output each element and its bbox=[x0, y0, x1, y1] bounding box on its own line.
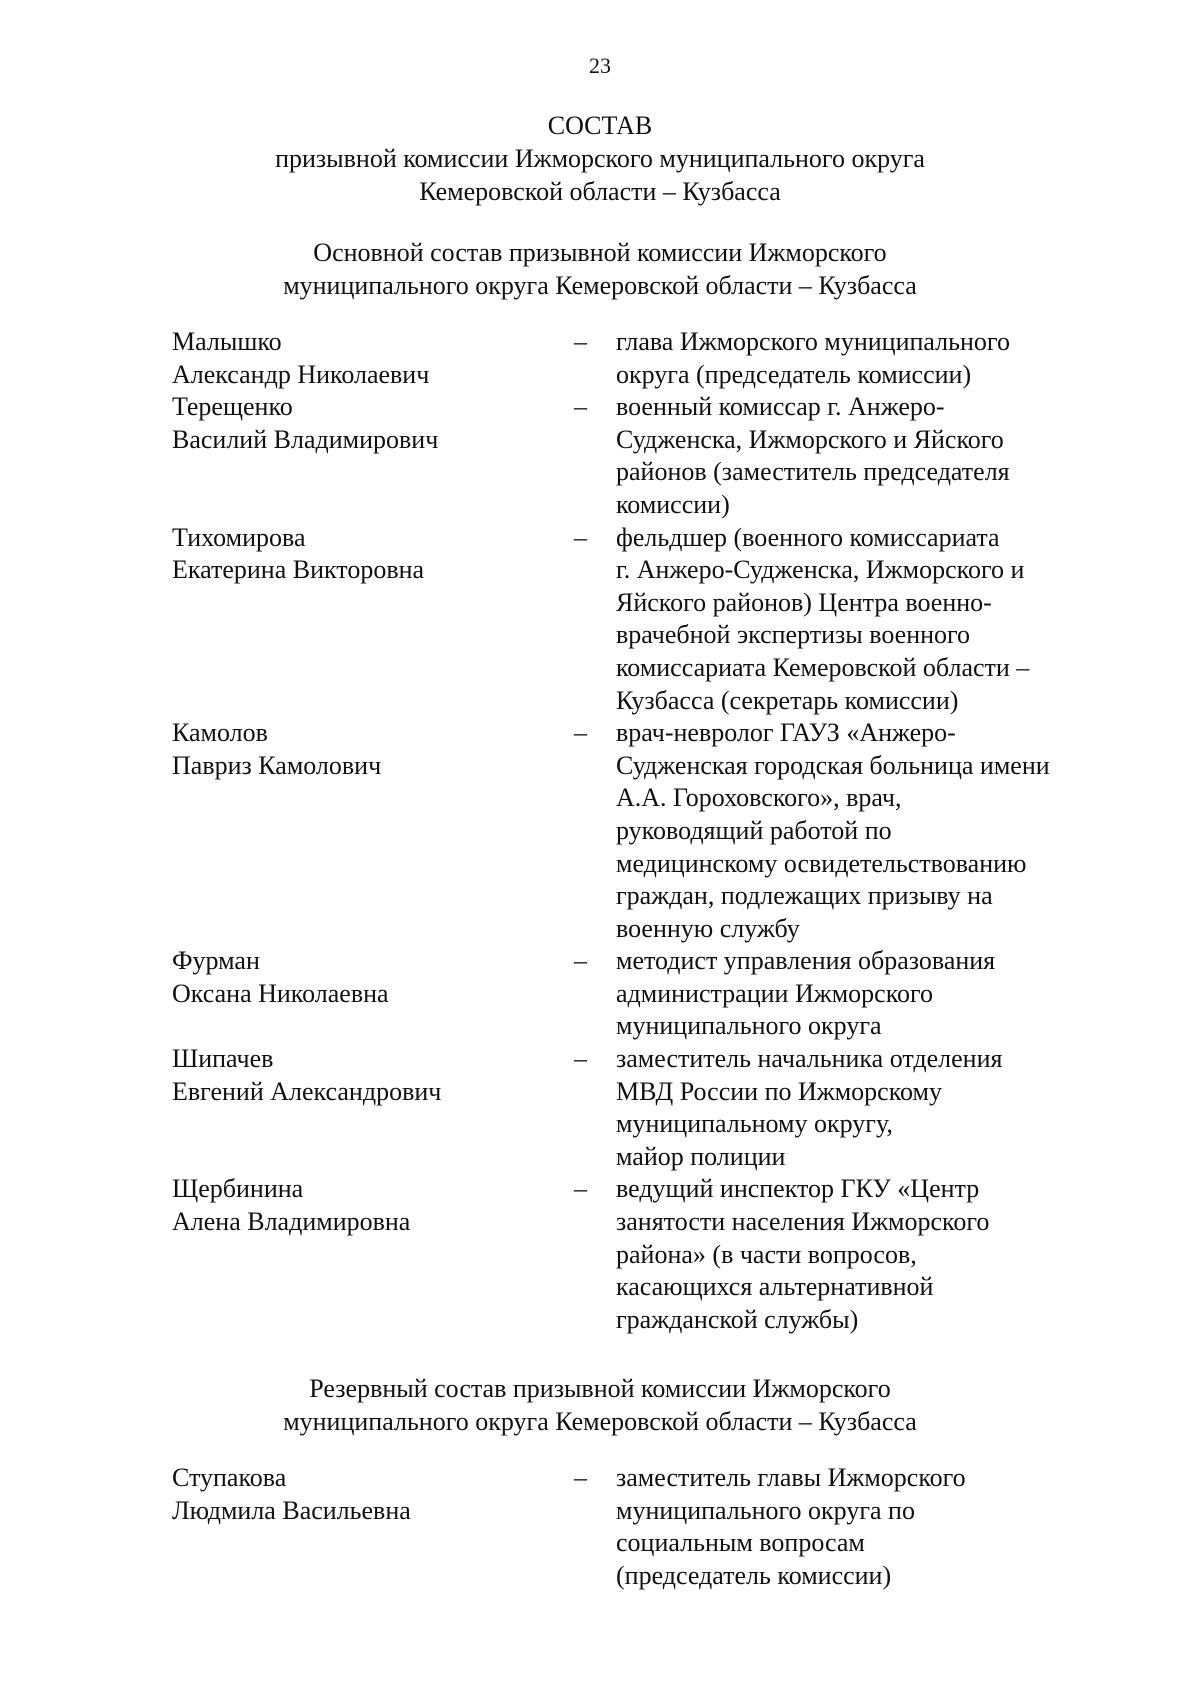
member-role-line: округа (председатель комиссии) bbox=[616, 359, 972, 389]
reserve-section-heading bbox=[0, 1372, 1200, 1438]
member-surname: Камолов bbox=[172, 718, 268, 748]
member-role-line: руководящий работой по bbox=[616, 815, 892, 845]
member-role-line: военную службу bbox=[616, 913, 800, 943]
document-title bbox=[0, 109, 1200, 208]
member-surname: Терещенко bbox=[172, 392, 293, 422]
member-surname: Щербинина bbox=[172, 1174, 304, 1204]
member-dash: – bbox=[574, 718, 587, 748]
member-given-names: Людмила Васильевна bbox=[172, 1495, 411, 1525]
member-role-line: гражданской службы) bbox=[616, 1304, 859, 1334]
main-section-heading bbox=[0, 236, 1200, 302]
member-role-line: администрации Ижморского bbox=[616, 978, 934, 1008]
member-role-line: Судженска, Ижморского и Яйского bbox=[616, 424, 1004, 454]
member-dash: – bbox=[574, 522, 587, 552]
title-line-1: СОСТАВ bbox=[547, 111, 653, 140]
member-role bbox=[616, 717, 1122, 945]
member-row bbox=[172, 945, 1122, 1043]
member-role bbox=[616, 326, 1122, 391]
member-role-line: района» (в части вопросов, bbox=[616, 1239, 917, 1269]
title-line-2: призывной комиссии Ижморского муниципального округа bbox=[275, 144, 925, 173]
member-name bbox=[172, 1173, 574, 1238]
member-role-line: муниципального округа bbox=[616, 1011, 882, 1041]
member-role-line: (председатель комиссии) bbox=[616, 1560, 892, 1590]
member-role-line: Кузбасса (секретарь комиссии) bbox=[616, 685, 959, 715]
member-row bbox=[172, 1173, 1122, 1336]
member-name bbox=[172, 391, 574, 456]
member-role bbox=[616, 1462, 1122, 1592]
member-role-line: заместитель главы Ижморского bbox=[616, 1463, 966, 1492]
member-role bbox=[616, 945, 1122, 1043]
page-number: 23 bbox=[589, 53, 611, 78]
member-surname: Тихомирова bbox=[172, 522, 306, 552]
member-role-line: майор полиции bbox=[616, 1141, 786, 1171]
member-row bbox=[172, 717, 1122, 945]
member-row bbox=[172, 326, 1122, 391]
member-role-line: ведущий инспектор ГКУ «Центр bbox=[616, 1174, 980, 1204]
member-given-names: Оксана Николаевна bbox=[172, 978, 389, 1008]
member-name bbox=[172, 326, 574, 391]
reserve-heading-line-2: муниципального округа Кемеровской области – Кузбасса bbox=[283, 1407, 917, 1436]
member-role-line: муниципальному округу, bbox=[616, 1109, 893, 1139]
member-name bbox=[172, 945, 574, 1010]
member-role-line: МВД России по Ижморскому bbox=[616, 1076, 942, 1106]
member-role bbox=[616, 1173, 1122, 1336]
member-role-line: социальным вопросам bbox=[616, 1528, 865, 1558]
member-given-names: Алена Владимировна bbox=[172, 1207, 411, 1237]
member-role-line: граждан, подлежащих призыву на bbox=[616, 881, 993, 911]
member-row bbox=[172, 391, 1122, 521]
member-dash: – bbox=[574, 946, 587, 976]
member-role-line: глава Ижморского муниципального bbox=[616, 327, 1010, 356]
member-role-line: районов (заместитель председателя bbox=[616, 457, 1010, 487]
main-heading-line-2: муниципального округа Кемеровской области – Кузбасса bbox=[283, 271, 917, 300]
member-role-line: Судженская городская больница имени bbox=[616, 750, 1050, 780]
member-given-names: Павриз Камолович bbox=[172, 750, 382, 780]
member-dash: – bbox=[574, 1463, 587, 1492]
member-dash: – bbox=[574, 1044, 587, 1074]
member-role-line: военный комиссар г. Анжеро- bbox=[616, 392, 945, 422]
member-dash: – bbox=[574, 327, 587, 356]
member-role-line: муниципального округа по bbox=[616, 1495, 915, 1525]
member-name bbox=[172, 1462, 574, 1527]
member-row bbox=[172, 1462, 1122, 1592]
reserve-members-list bbox=[172, 1462, 1122, 1592]
member-role-line: медицинскому освидетельствованию bbox=[616, 848, 1027, 878]
member-role-line: г. Анжеро-Судженска, Ижморского и bbox=[616, 555, 1025, 585]
member-dash: – bbox=[574, 1174, 587, 1204]
member-role-line: комиссариата Кемеровской области – bbox=[616, 652, 1030, 682]
reserve-heading-line-1: Резервный состав призывной комиссии Ижморского bbox=[309, 1374, 891, 1403]
member-role bbox=[616, 391, 1122, 521]
member-role-line: занятости населения Ижморского bbox=[616, 1207, 990, 1237]
member-role-line: заместитель начальника отделения bbox=[616, 1044, 1003, 1074]
member-role-line: врач-невролог ГАУЗ «Анжеро- bbox=[616, 718, 956, 748]
main-heading-line-1: Основной состав призывной комиссии Ижморского bbox=[313, 238, 887, 267]
main-members-list bbox=[172, 326, 1122, 1336]
member-role bbox=[616, 1043, 1122, 1173]
member-dash: – bbox=[574, 392, 587, 422]
member-given-names: Евгений Александрович bbox=[172, 1076, 442, 1106]
member-surname: Фурман bbox=[172, 946, 260, 976]
member-role-line: А.А. Гороховского», врач, bbox=[616, 783, 902, 813]
member-surname: Малышко bbox=[172, 327, 282, 356]
title-line-3: Кемеровской области – Кузбасса bbox=[419, 177, 781, 206]
member-name bbox=[172, 717, 574, 782]
member-role-line: методист управления образования bbox=[616, 946, 996, 976]
member-name bbox=[172, 1043, 574, 1108]
member-role-line: Яйского районов) Центра военно- bbox=[616, 587, 992, 617]
member-role-line: касающихся альтернативной bbox=[616, 1272, 934, 1302]
member-given-names: Василий Владимирович bbox=[172, 424, 439, 454]
member-role-line: фельдшер (военного комиссариата bbox=[616, 522, 1000, 552]
member-role-line: комиссии) bbox=[616, 489, 730, 519]
member-row bbox=[172, 1043, 1122, 1173]
member-role-line: врачебной экспертизы военного bbox=[616, 620, 971, 650]
member-surname: Ступакова bbox=[172, 1463, 287, 1492]
member-name bbox=[172, 522, 574, 587]
member-role bbox=[616, 522, 1122, 718]
member-given-names: Екатерина Викторовна bbox=[172, 555, 425, 585]
member-row bbox=[172, 522, 1122, 718]
member-given-names: Александр Николаевич bbox=[172, 359, 430, 389]
member-surname: Шипачев bbox=[172, 1044, 274, 1074]
